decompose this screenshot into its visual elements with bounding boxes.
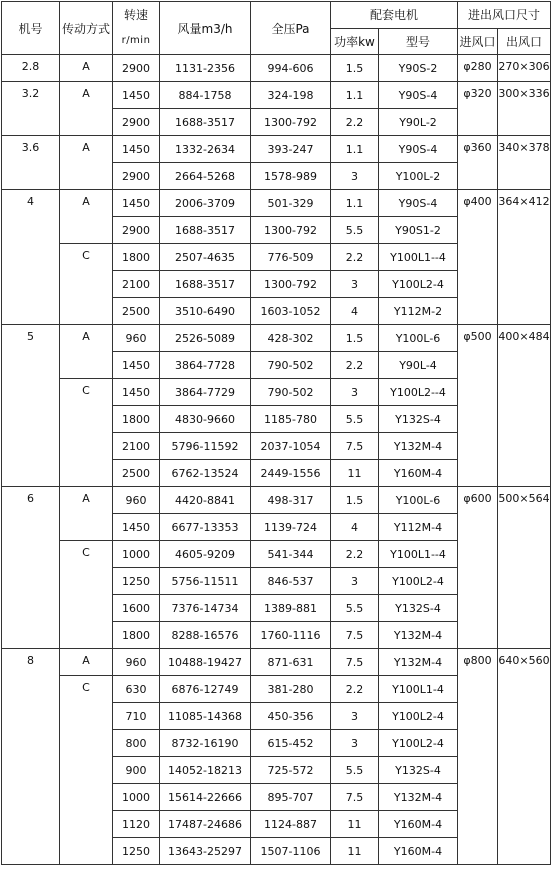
airflow-cell: 4605-9209 [160, 541, 251, 568]
table-row [2, 325, 551, 352]
airflow-cell: 2006-3709 [160, 190, 251, 217]
speed-cell: 1800 [113, 622, 160, 649]
model-cell: 6 [2, 487, 60, 649]
pressure-cell: 994-606 [251, 55, 331, 82]
drive-cell: A [60, 55, 113, 82]
pressure-cell: 393-247 [251, 136, 331, 163]
inlet-cell: φ280 [458, 55, 498, 82]
speed-cell: 2500 [113, 460, 160, 487]
drive-cell: A [60, 82, 113, 136]
model-cell: 3.2 [2, 82, 60, 136]
airflow-cell: 7376-14734 [160, 595, 251, 622]
pressure-cell: 1185-780 [251, 406, 331, 433]
airflow-cell: 6876-12749 [160, 676, 251, 703]
inlet-cell: φ800 [458, 649, 498, 865]
pressure-cell: 381-280 [251, 676, 331, 703]
power-cell: 3 [331, 730, 379, 757]
pressure-cell: 615-452 [251, 730, 331, 757]
motor-model-cell: Y160M-4 [379, 838, 458, 865]
model-cell: 4 [2, 190, 60, 325]
power-cell: 1.1 [331, 82, 379, 109]
speed-cell: 1450 [113, 352, 160, 379]
motor-model-cell: Y112M-2 [379, 298, 458, 325]
airflow-cell: 15614-22666 [160, 784, 251, 811]
motor-model-cell: Y100L2--4 [379, 379, 458, 406]
header-motor-model: 型号 [379, 28, 458, 55]
outlet-cell: 364×412 [498, 190, 551, 325]
power-cell: 2.2 [331, 352, 379, 379]
airflow-cell: 5756-11511 [160, 568, 251, 595]
motor-model-cell: Y100L1--4 [379, 541, 458, 568]
pressure-cell: 1578-989 [251, 163, 331, 190]
airflow-cell: 2507-4635 [160, 244, 251, 271]
header-motor: 配套电机 [331, 2, 458, 29]
header-speed-label: 转速 [123, 8, 148, 22]
drive-cell: A [60, 487, 113, 541]
power-cell: 5.5 [331, 217, 379, 244]
power-cell: 7.5 [331, 649, 379, 676]
speed-cell: 1000 [113, 541, 160, 568]
fan-spec-table [1, 1, 551, 865]
header-airflow: 风量m3/h [160, 2, 251, 55]
drive-cell: C [60, 244, 113, 325]
airflow-cell: 11085-14368 [160, 703, 251, 730]
power-cell: 5.5 [331, 757, 379, 784]
speed-cell: 960 [113, 325, 160, 352]
header-inlet: 进风口 [458, 28, 498, 55]
header-port-size: 进出风口尺寸 [458, 2, 551, 29]
speed-cell: 960 [113, 649, 160, 676]
inlet-cell: φ320 [458, 82, 498, 136]
outlet-cell: 500×564 [498, 487, 551, 649]
motor-model-cell: Y160M-4 [379, 811, 458, 838]
speed-cell: 2900 [113, 109, 160, 136]
power-cell: 7.5 [331, 622, 379, 649]
drive-cell: C [60, 379, 113, 487]
speed-cell: 900 [113, 757, 160, 784]
motor-model-cell: Y90S1-2 [379, 217, 458, 244]
drive-cell: A [60, 325, 113, 379]
table-row [2, 190, 551, 217]
pressure-cell: 725-572 [251, 757, 331, 784]
drive-cell: A [60, 649, 113, 676]
pressure-cell: 895-707 [251, 784, 331, 811]
pressure-cell: 1300-792 [251, 217, 331, 244]
power-cell: 5.5 [331, 406, 379, 433]
motor-model-cell: Y90L-4 [379, 352, 458, 379]
motor-model-cell: Y90S-4 [379, 136, 458, 163]
airflow-cell: 6677-13353 [160, 514, 251, 541]
outlet-cell: 300×336 [498, 82, 551, 136]
airflow-cell: 6762-13524 [160, 460, 251, 487]
speed-cell: 2100 [113, 433, 160, 460]
power-cell: 2.2 [331, 109, 379, 136]
speed-cell: 2100 [113, 271, 160, 298]
motor-model-cell: Y100L-2 [379, 163, 458, 190]
speed-cell: 2900 [113, 217, 160, 244]
pressure-cell: 1124-887 [251, 811, 331, 838]
airflow-cell: 1332-2634 [160, 136, 251, 163]
airflow-cell: 10488-19427 [160, 649, 251, 676]
power-cell: 4 [331, 514, 379, 541]
motor-model-cell: Y132S-4 [379, 595, 458, 622]
airflow-cell: 1131-2356 [160, 55, 251, 82]
speed-cell: 960 [113, 487, 160, 514]
table-row [2, 649, 551, 676]
power-cell: 3 [331, 379, 379, 406]
motor-model-cell: Y132S-4 [379, 757, 458, 784]
outlet-cell: 270×306 [498, 55, 551, 82]
motor-model-cell: Y90S-4 [379, 82, 458, 109]
motor-model-cell: Y100L2-4 [379, 271, 458, 298]
airflow-cell: 2664-5268 [160, 163, 251, 190]
motor-model-cell: Y100L2-4 [379, 568, 458, 595]
model-cell: 2.8 [2, 55, 60, 82]
pressure-cell: 498-317 [251, 487, 331, 514]
airflow-cell: 5796-11592 [160, 433, 251, 460]
motor-model-cell: Y90S-2 [379, 55, 458, 82]
motor-model-cell: Y100L2-4 [379, 730, 458, 757]
airflow-cell: 4420-8841 [160, 487, 251, 514]
airflow-cell: 4830-9660 [160, 406, 251, 433]
airflow-cell: 884-1758 [160, 82, 251, 109]
motor-model-cell: Y132S-4 [379, 406, 458, 433]
airflow-cell: 3510-6490 [160, 298, 251, 325]
speed-cell: 630 [113, 676, 160, 703]
power-cell: 1.5 [331, 325, 379, 352]
power-cell: 3 [331, 163, 379, 190]
speed-cell: 710 [113, 703, 160, 730]
speed-cell: 1800 [113, 244, 160, 271]
motor-model-cell: Y100L1-4 [379, 676, 458, 703]
power-cell: 11 [331, 811, 379, 838]
model-cell: 8 [2, 649, 60, 865]
pressure-cell: 871-631 [251, 649, 331, 676]
inlet-cell: φ400 [458, 190, 498, 325]
inlet-cell: φ360 [458, 136, 498, 190]
airflow-cell: 3864-7728 [160, 352, 251, 379]
power-cell: 3 [331, 271, 379, 298]
table-row [2, 82, 551, 109]
power-cell: 4 [331, 298, 379, 325]
pressure-cell: 324-198 [251, 82, 331, 109]
power-cell: 11 [331, 460, 379, 487]
model-cell: 5 [2, 325, 60, 487]
drive-cell: A [60, 190, 113, 244]
airflow-cell: 3864-7729 [160, 379, 251, 406]
speed-cell: 1000 [113, 784, 160, 811]
header-model: 机号 [2, 2, 60, 55]
power-cell: 3 [331, 703, 379, 730]
motor-model-cell: Y112M-4 [379, 514, 458, 541]
speed-cell: 2900 [113, 55, 160, 82]
pressure-cell: 1603-1052 [251, 298, 331, 325]
pressure-cell: 501-329 [251, 190, 331, 217]
inlet-cell: φ500 [458, 325, 498, 487]
speed-cell: 1600 [113, 595, 160, 622]
speed-cell: 1450 [113, 379, 160, 406]
airflow-cell: 13643-25297 [160, 838, 251, 865]
motor-model-cell: Y100L1--4 [379, 244, 458, 271]
pressure-cell: 790-502 [251, 379, 331, 406]
header-speed-unit: r/min [121, 35, 151, 46]
speed-cell: 2500 [113, 298, 160, 325]
pressure-cell: 1300-792 [251, 109, 331, 136]
motor-model-cell: Y132M-4 [379, 433, 458, 460]
power-cell: 1.5 [331, 487, 379, 514]
outlet-cell: 640×560 [498, 649, 551, 865]
power-cell: 3 [331, 568, 379, 595]
drive-cell: C [60, 541, 113, 649]
motor-model-cell: Y132M-4 [379, 784, 458, 811]
pressure-cell: 2449-1556 [251, 460, 331, 487]
speed-cell: 1120 [113, 811, 160, 838]
pressure-cell: 1507-1106 [251, 838, 331, 865]
airflow-cell: 1688-3517 [160, 217, 251, 244]
header-power: 功率kw [331, 28, 379, 55]
speed-cell: 1250 [113, 568, 160, 595]
inlet-cell: φ600 [458, 487, 498, 649]
motor-model-cell: Y100L2-4 [379, 703, 458, 730]
airflow-cell: 1688-3517 [160, 109, 251, 136]
pressure-cell: 1760-1116 [251, 622, 331, 649]
airflow-cell: 1688-3517 [160, 271, 251, 298]
pressure-cell: 846-537 [251, 568, 331, 595]
airflow-cell: 17487-24686 [160, 811, 251, 838]
table-row [2, 55, 551, 82]
airflow-cell: 8732-16190 [160, 730, 251, 757]
header-outlet: 出风口 [498, 28, 551, 55]
pressure-cell: 541-344 [251, 541, 331, 568]
outlet-cell: 340×378 [498, 136, 551, 190]
motor-model-cell: Y100L-6 [379, 487, 458, 514]
header-speed [113, 2, 160, 55]
pressure-cell: 428-302 [251, 325, 331, 352]
pressure-cell: 2037-1054 [251, 433, 331, 460]
motor-model-cell: Y132M-4 [379, 622, 458, 649]
power-cell: 1.1 [331, 190, 379, 217]
power-cell: 2.2 [331, 676, 379, 703]
header-drive: 传动方式 [60, 2, 113, 55]
speed-cell: 1450 [113, 514, 160, 541]
outlet-cell: 400×484 [498, 325, 551, 487]
airflow-cell: 14052-18213 [160, 757, 251, 784]
speed-cell: 1450 [113, 190, 160, 217]
pressure-cell: 1139-724 [251, 514, 331, 541]
motor-model-cell: Y90S-4 [379, 190, 458, 217]
pressure-cell: 450-356 [251, 703, 331, 730]
table-body [2, 55, 551, 865]
power-cell: 11 [331, 838, 379, 865]
pressure-cell: 790-502 [251, 352, 331, 379]
power-cell: 7.5 [331, 784, 379, 811]
airflow-cell: 8288-16576 [160, 622, 251, 649]
pressure-cell: 1300-792 [251, 271, 331, 298]
table-header [2, 2, 551, 55]
motor-model-cell: Y90L-2 [379, 109, 458, 136]
speed-cell: 1450 [113, 136, 160, 163]
motor-model-cell: Y100L-6 [379, 325, 458, 352]
table-row [2, 136, 551, 163]
drive-cell: C [60, 676, 113, 865]
header-pressure: 全压Pa [251, 2, 331, 55]
motor-model-cell: Y132M-4 [379, 649, 458, 676]
power-cell: 7.5 [331, 433, 379, 460]
motor-model-cell: Y160M-4 [379, 460, 458, 487]
drive-cell: A [60, 136, 113, 190]
speed-cell: 1250 [113, 838, 160, 865]
speed-cell: 1450 [113, 82, 160, 109]
power-cell: 1.1 [331, 136, 379, 163]
model-cell: 3.6 [2, 136, 60, 190]
pressure-cell: 1389-881 [251, 595, 331, 622]
power-cell: 2.2 [331, 541, 379, 568]
table-row [2, 487, 551, 514]
power-cell: 2.2 [331, 244, 379, 271]
speed-cell: 800 [113, 730, 160, 757]
speed-cell: 2900 [113, 163, 160, 190]
airflow-cell: 2526-5089 [160, 325, 251, 352]
power-cell: 1.5 [331, 55, 379, 82]
pressure-cell: 776-509 [251, 244, 331, 271]
speed-cell: 1800 [113, 406, 160, 433]
power-cell: 5.5 [331, 595, 379, 622]
